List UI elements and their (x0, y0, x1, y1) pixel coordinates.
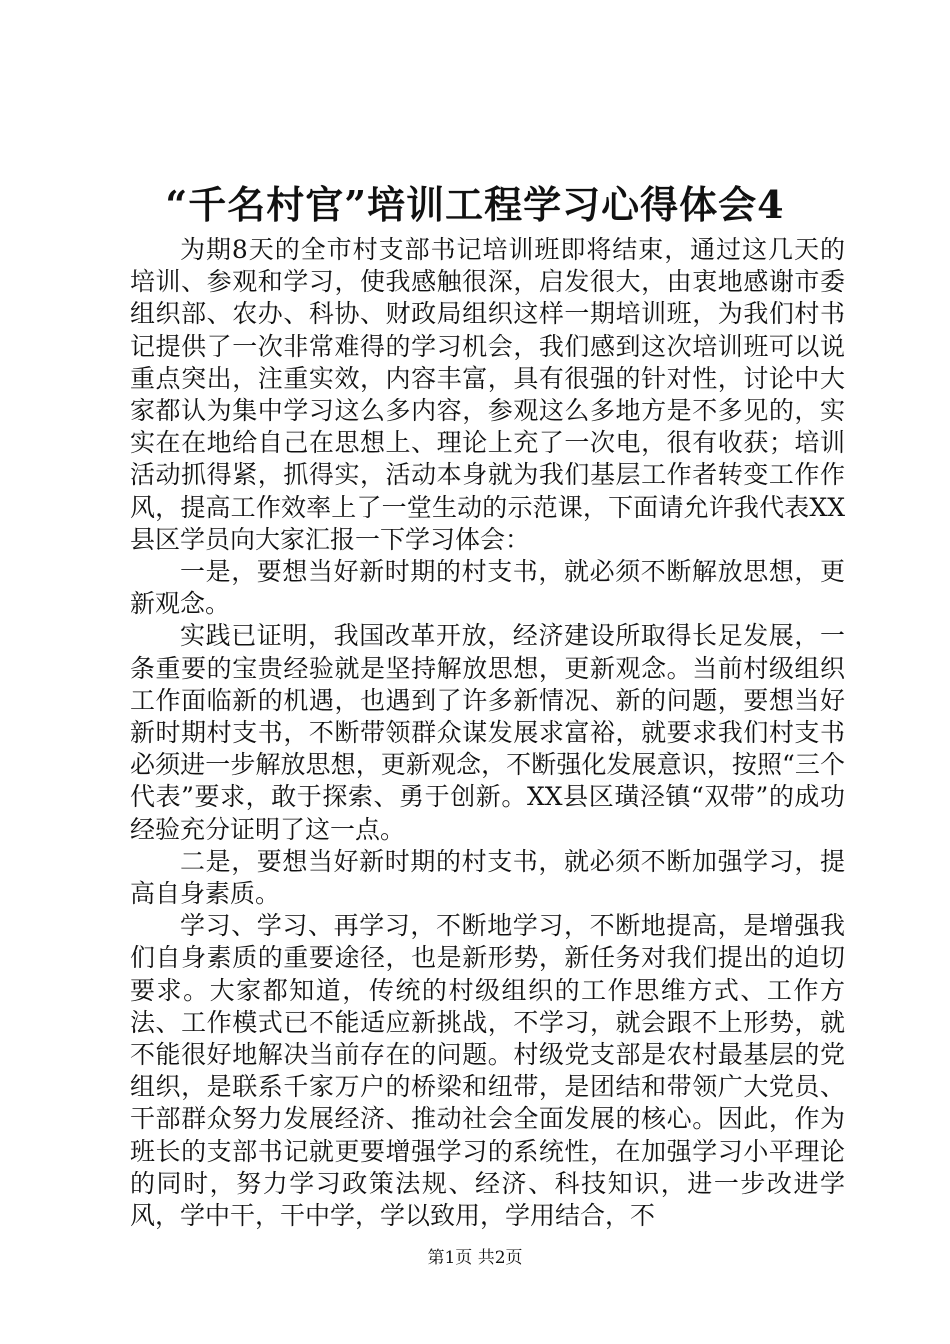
paragraph-point-two-detail: 学习、学习、再学习，不断地学习，不断地提高，是增强我们自身素质的重要途径，也是新形势，新任务对我们提出的迫切要求。大家都知道，传统的村级组织的工作思维方式、工作方法、工作模式已不能适应新挑战，不学习，就会跟不上形势，就不能很好地解决当前存在的问题。村级党支部是农村最基层的党组织，是联系千家万户的桥梁和纽带，是团结和带领广大党员、干部群众努力发展经济、推动社会全面发展的核心。因此，作为班长的支部书记就更要增强学习的系统性，在加强学习小平理论的同时，努力学习政策法规、经济、科技知识，进一步改进学风，学中干，干中学，学以致用，学用结合，不 (130, 911, 845, 1231)
paragraph-point-one-detail: 实践已证明，我国改革开放，经济建设所取得长足发展，一条重要的宝贵经验就是坚持解放思想，更新观念。当前村级组织工作面临新的机遇，也遇到了许多新情况、新的问题，要想当好新时期村支书，不断带领群众谋发展求富裕，就要求我们村支书必须进一步解放思想，更新观念，不断强化发展意识，按照“三个代表”要求，敢于探索、勇于创新。XX县区璜泾镇“双带”的成功经验充分证明了这一点。 (130, 621, 845, 844)
document-title: “千名村官”培训工程学习心得体会4 (165, 182, 785, 227)
paragraph-intro: 为期8天的全市村支部书记培训班即将结束，通过这几天的培训、参观和学习，使我感触很深，启发很大，由衷地感谢市委组织部、农办、科协、财政局组织这样一期培训班，为我们村书记提供了一次非常难得的学习机会，我们感到这次培训班可以说重点突出，注重实效，内容丰富，具有很强的针对性，讨论中大家都认为集中学习这么多内容，参观这么多地方是不多见的，实实在在地给自己在思想上、理论上充了一次电，很有收获；培训活动抓得紧，抓得实，活动本身就为我们基层工作者转变工作作风，提高工作效率上了一堂生动的示范课，下面请允许我代表XX县区学员向大家汇报一下学习体会： (130, 235, 845, 554)
page-indicator: 第1页 共2页 (427, 1248, 523, 1268)
paragraph-point-two: 二是，要想当好新时期的村支书，就必须不断加强学习，提高自身素质。 (130, 846, 845, 909)
paragraph-point-one: 一是，要想当好新时期的村支书，就必须不断解放思想，更新观念。 (130, 557, 845, 619)
document-body (130, 234, 845, 1232)
